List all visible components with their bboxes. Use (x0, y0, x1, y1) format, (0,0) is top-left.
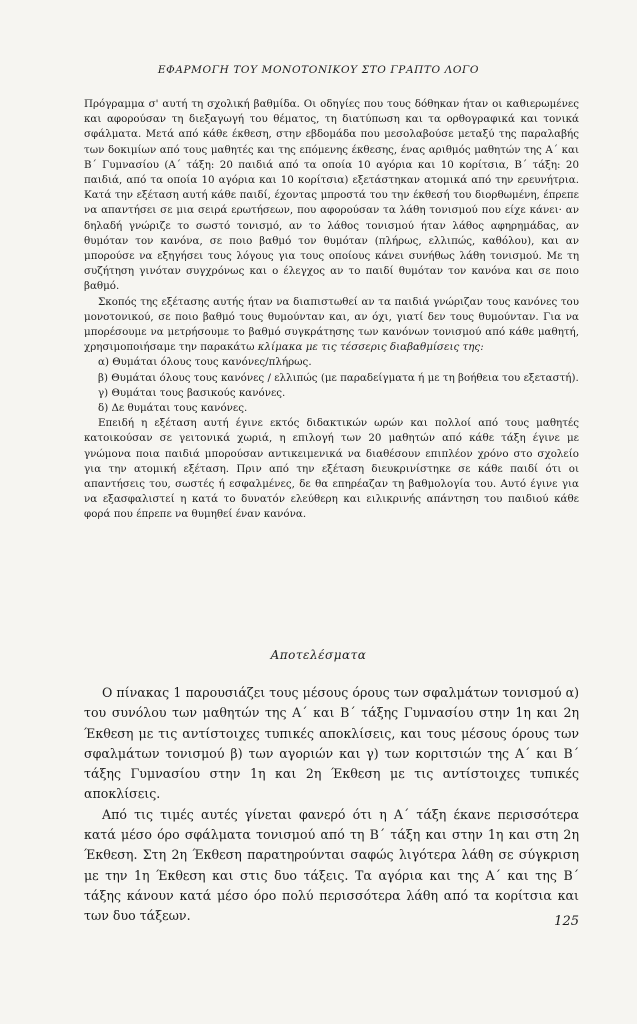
scale-item-a: α) Θυμάται όλους τους κανόνες/πλήρως. (98, 356, 312, 369)
scale-intro-italic: κλίμακα με τις τέσσερις διαβαθμίσεις της: (257, 341, 484, 354)
body-text (84, 97, 579, 523)
paragraph-selection: Επειδή η εξέταση αυτή έγινε εκτός διδακτικών ωρών και πολλοί από τους μαθητές κατοικούσαν σε γειτονικά χωριά, η επιλογή των 20 μαθητών από κάθε τάξη έγινε με γνώμονα ποια παιδιά μπορούσαν αντικειμενικά να διαθέσουν επιπλέον χρόνο στο σχολείο για την ατομική εξέταση. Πριν από την εξέταση διευκρινίστηκε σε κάθε παιδί ότι οι απαντήσεις του, σωστές ή εσφαλμένες, δε θα επηρέαζαν τη βαθμολογία του. Αυτό έγινε για να εξασφαλιστεί η κατά το δυνατόν ελεύθερη και ειλικρινής απάντηση του παιδιού κάθε φορά που έπρεπε να θυμηθεί έναν κανόνα. (84, 417, 579, 521)
page-number: 125 (554, 914, 579, 929)
running-header: ΕΦΑΡΜΟΓΗ ΤΟΥ ΜΟΝΟΤΟΝΙΚΟΥ ΣΤΟ ΓΡΑΠΤΟ ΛΟΓΟ (157, 64, 480, 76)
scale-item-c: γ) Θυμάται τους βασικούς κανόνες. (98, 386, 286, 399)
paragraph-procedure: Πρόγραμμα σ' αυτή τη σχολική βαθμίδα. Οι οδηγίες που τους δόθηκαν ήταν οι καθιερωμένες και αφορούσαν τη διεξαγωγή του θέματος, τη διατύπωση και τα ορθογραφικά και τονικά σφάλματα. Μετά από κάθε έκθεση, στην εβδομάδα που μεσολαβούσε μεταξύ της παραλαβής των δοκιμίων από τους μαθητές και της επόμενης έκθεσης, ένας αριθμός μαθητών της Α΄ και Β΄ Γυμνασίου (Α΄ τάξη: 20 παιδιά από τα οποία 10 αγόρια και 10 κορίτσια, Β΄ τάξη: 20 παιδιά, από τα οποία 10 αγόρια και 10 κορίτσια) εξετάστηκαν ατομικά από την ερευνήτρια. Κατά την εξέταση αυτή κάθε παιδί, έχοντας μπροστά του την έκθεσή του διορθωμένη, έπρεπε να απαντήσει σε μια σειρά ερωτήσεων, που αφορούσαν τα λάθη τονισμού που είχε κάνει· αν δηλαδή γνώριζε το σωστό τονισμό, αν το λάθος τονισμού ήταν λάθος αφηρημάδας, αν θυμόταν τον κανόνα, σε ποιο βαθμό τον θυμόταν (πλήρως, ελλιπώς, καθόλου), και αν μπορούσε να εξηγήσει τους λόγους για τους οποίους κάνει συνήθως λάθη τονισμού. Με τη συζήτηση γινόταν συγχρόνως και ο έλεγχος αν το παιδί θυμόταν τον κανόνα και σε ποιο βαθμό. (84, 98, 579, 293)
scale-item-b: β) Θυμάται όλους τους κανόνες / ελλιπώς (με παραδείγματα ή με τη βοήθεια του εξεταστή). (98, 371, 579, 384)
results-text (84, 683, 579, 927)
paragraph-purpose (84, 295, 579, 356)
paragraph-purpose-text: Σκοπός της εξέτασης αυτής ήταν να διαπιστωθεί αν τα παιδιά γνώριζαν τους κανόνες του μονοτονικού, σε ποιο βαθμό τους θυμούνταν και, αν όχι, γιατί δεν τους θυμούνταν. Για να μπορέσουμε να μετρήσουμε το βαθμό συγκράτησης των κανόνων τονισμού από κάθε μαθητή, χρησιμοποιήσαμε την παρακάτω (84, 295, 579, 354)
scale-item-d: δ) Δε θυμάται τους κανόνες. (98, 402, 248, 415)
section-title: Αποτελέσματα (270, 648, 367, 662)
results-paragraph-1: Ο πίνακας 1 παρουσιάζει τους μέσους όρους των σφαλμάτων τονισμού α) του συνόλου των μαθητών της Α΄ και Β΄ τάξης Γυμνασίου στην 1η και 2η Έκθεση με τις αντίστοιχες τυπικές αποκλίσεις, και τους μέσους όρους των σφαλμάτων τονισμού β) των αγοριών και γ) των κοριτσιών της Α΄ και Β΄ τάξης Γυμνασίου στην 1η και 2η Έκθεση με τις αντίστοιχες τυπικές αποκλίσεις. (84, 685, 579, 802)
results-paragraph-2: Από τις τιμές αυτές γίνεται φανερό ότι η Α΄ τάξη έκανε περισσότερα κατά μέσο όρο σφάλματα τονισμού από τη Β΄ τάξη και στην 1η και στη 2η Έκθεση. Στη 2η Έκθεση παρατηρούνται σαφώς λιγότερα λάθη σε σύγκριση με την 1η Έκθεση και στις δυο τάξεις. Τα αγόρια και της Α΄ και της Β΄ τάξης κάνουν κατά μέσο όρο πολύ περισσότερα λάθη από τα κορίτσια και των δυο τάξεων. (84, 806, 579, 924)
